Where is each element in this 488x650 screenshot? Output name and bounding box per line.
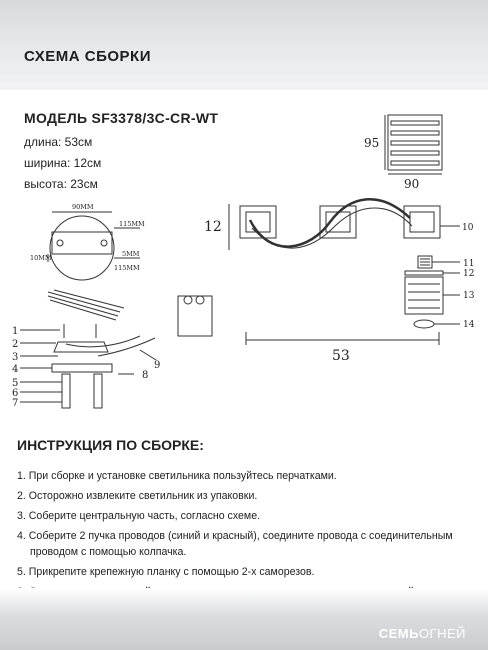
part-10-label: 10 <box>462 223 474 233</box>
assembly-label-2: 2 <box>12 339 19 350</box>
assembly-label-6: 6 <box>12 388 19 399</box>
shade-right <box>404 206 440 238</box>
shade-center <box>320 206 356 238</box>
dim-95-label: 95 <box>364 136 380 150</box>
spec-height: высота: 23см <box>24 177 98 191</box>
assembly-label-9: 9 <box>154 360 161 371</box>
terminal-screw <box>184 296 192 304</box>
dim-90mm-label: 90MM <box>72 203 94 211</box>
shade-parts <box>405 256 460 328</box>
assembly-label-1: 1 <box>12 326 19 337</box>
part-11-label: 11 <box>463 259 475 269</box>
leader-9 <box>140 350 156 360</box>
mount-hole <box>57 240 63 246</box>
top-view-slat <box>391 161 439 165</box>
assembly-label-5: 5 <box>12 378 19 389</box>
mount-cap <box>54 342 108 352</box>
spec-width: ширина: 12см <box>24 156 102 170</box>
dim-5mm-label: 5MM <box>122 250 140 258</box>
instructions-title: ИНСТРУКЦИЯ ПО СБОРКЕ: <box>17 437 204 453</box>
assembly-label-8: 8 <box>142 370 149 381</box>
dim-90-label: 90 <box>404 177 420 191</box>
dim-12-label: 12 <box>204 219 222 235</box>
ceiling-hatch <box>48 290 124 320</box>
shade-left-inner <box>246 212 270 232</box>
instruction-step-5: 5. Прикрепите крепежную планку с помощью 2-х саморезов. <box>17 566 315 578</box>
part-13-label: 13 <box>463 291 475 301</box>
assembly-label-7: 7 <box>12 398 19 409</box>
part-12-label: 12 <box>463 269 475 279</box>
instruction-step-4 <box>17 528 482 560</box>
part-14-label: 14 <box>463 320 475 330</box>
top-view <box>385 115 442 174</box>
dim-115mm-bottom-label: 115MM <box>114 264 140 272</box>
terminal-block <box>178 296 212 336</box>
exploded-assembly <box>20 290 212 408</box>
crossbar <box>52 364 112 372</box>
cap-part <box>414 320 434 328</box>
assembly-label-4: 4 <box>12 364 19 375</box>
terminal-screw <box>196 296 204 304</box>
rod-left <box>62 374 70 408</box>
shade-right-inner <box>410 212 434 232</box>
top-view-slat <box>391 121 439 125</box>
brand-light: ОГНЕЙ <box>418 626 466 641</box>
front-view <box>229 199 460 345</box>
brand-bold: СЕМЬ <box>378 626 419 641</box>
instruction-step-3: 3. Соберите центральную часть, согласно схеме. <box>17 510 261 522</box>
instructions-list <box>17 468 482 604</box>
page-title: СХЕМА СБОРКИ <box>24 48 151 65</box>
rod-right <box>94 374 102 408</box>
mount-bracket <box>52 232 112 254</box>
footer-band <box>0 588 488 650</box>
brand-logo <box>379 626 466 641</box>
instruction-step-4-line2: проводом с помощью колпачка. <box>30 546 187 558</box>
dim-53-label: 53 <box>332 348 350 364</box>
wire-bundle-upper <box>66 336 140 347</box>
model-name: МОДЕЛЬ SF3378/3C-CR-WT <box>24 110 219 126</box>
assembly-label-3: 3 <box>12 352 19 363</box>
mount-plate-circle <box>50 216 114 280</box>
dim-10mm-label: 10MM <box>30 254 52 262</box>
top-view-slat <box>391 141 439 145</box>
instruction-step-2: 2. Осторожно извлеките светильник из упаковки. <box>17 490 258 502</box>
dim-115mm-top-label: 115MM <box>119 220 145 228</box>
top-view-slat <box>391 151 439 155</box>
top-view-slat <box>391 131 439 135</box>
instruction-step-4-line1: 4. Соберите 2 пучка проводов (синий и красный), соедините провода с соединительным <box>17 530 453 542</box>
ring-part <box>405 271 443 275</box>
top-view-body <box>388 115 442 170</box>
instruction-step-1: 1. При сборке и установке светильника пользуйтесь перчатками. <box>17 470 337 482</box>
mount-hole <box>101 240 107 246</box>
spec-length: длина: 53см <box>24 135 93 149</box>
